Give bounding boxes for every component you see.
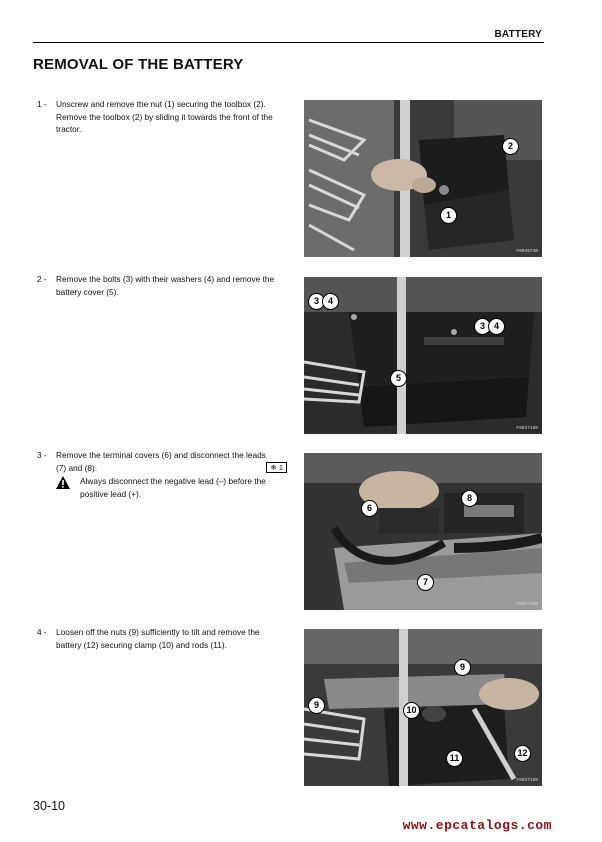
photo-code: F0037190: [516, 778, 538, 783]
photo-code: F0037180: [516, 602, 538, 607]
callout-7: 7: [417, 574, 434, 591]
callout-9: 9: [308, 697, 325, 714]
header-section-title: BATTERY: [494, 29, 542, 40]
page-number: 30-10: [33, 799, 65, 813]
step-1-photo: [304, 100, 542, 257]
header-rule: [33, 42, 544, 43]
warning-text: Always disconnect the negative lead (–) before the positive lead (+).: [80, 476, 266, 499]
callout-5: 5: [390, 370, 407, 387]
callout-2: 2: [502, 138, 519, 155]
step-text: ❄ 1 Remove the terminal covers (6) and disconnect the leads (7) and (8).: [56, 449, 287, 474]
step-2-photo: [304, 277, 542, 434]
step-number: 2 -: [37, 274, 47, 284]
step-1: [37, 98, 287, 136]
callout-3: 3: [308, 293, 325, 310]
step-text: Loosen off the nuts (9) sufficiently to tilt and remove the battery (12) securing clamp (10) and rods (11).: [56, 627, 260, 650]
step-4-photo: [304, 629, 542, 786]
step-text: Remove the bolts (3) with their washers (4) and remove the battery cover (5).: [56, 274, 275, 297]
photo-code: F0037160: [516, 426, 538, 431]
step-number: 3 -: [37, 450, 47, 460]
step-3-photo: [304, 453, 542, 610]
callout-4: 4: [488, 318, 505, 335]
step-4: [37, 626, 287, 651]
callout-9: 9: [454, 659, 471, 676]
callout-1: 1: [440, 207, 457, 224]
page-title: REMOVAL OF THE BATTERY: [33, 56, 244, 73]
step-number: 4 -: [37, 627, 47, 637]
callout-3: 3: [474, 318, 491, 335]
step-2: [37, 273, 287, 298]
callout-4: 4: [322, 293, 339, 310]
callout-8: 8: [461, 490, 478, 507]
warning: [56, 475, 287, 500]
callout-6: 6: [361, 500, 378, 517]
step-text: Remove the toolbox (2) by sliding it towards the front of the tractor.: [56, 111, 273, 134]
callout-11: 11: [446, 750, 463, 767]
watermark: www.epcatalogs.com: [402, 818, 552, 833]
step-text: Unscrew and remove the nut (1) securing the toolbox (2).: [56, 99, 266, 109]
ref-badge: ❄ 1: [266, 462, 287, 473]
photo-code: F0045740: [516, 249, 538, 254]
warning-icon: [56, 476, 70, 489]
callout-10: 10: [403, 702, 420, 719]
step-number: 1 -: [37, 99, 47, 109]
callout-12: 12: [514, 745, 531, 762]
step-3: [37, 449, 287, 500]
